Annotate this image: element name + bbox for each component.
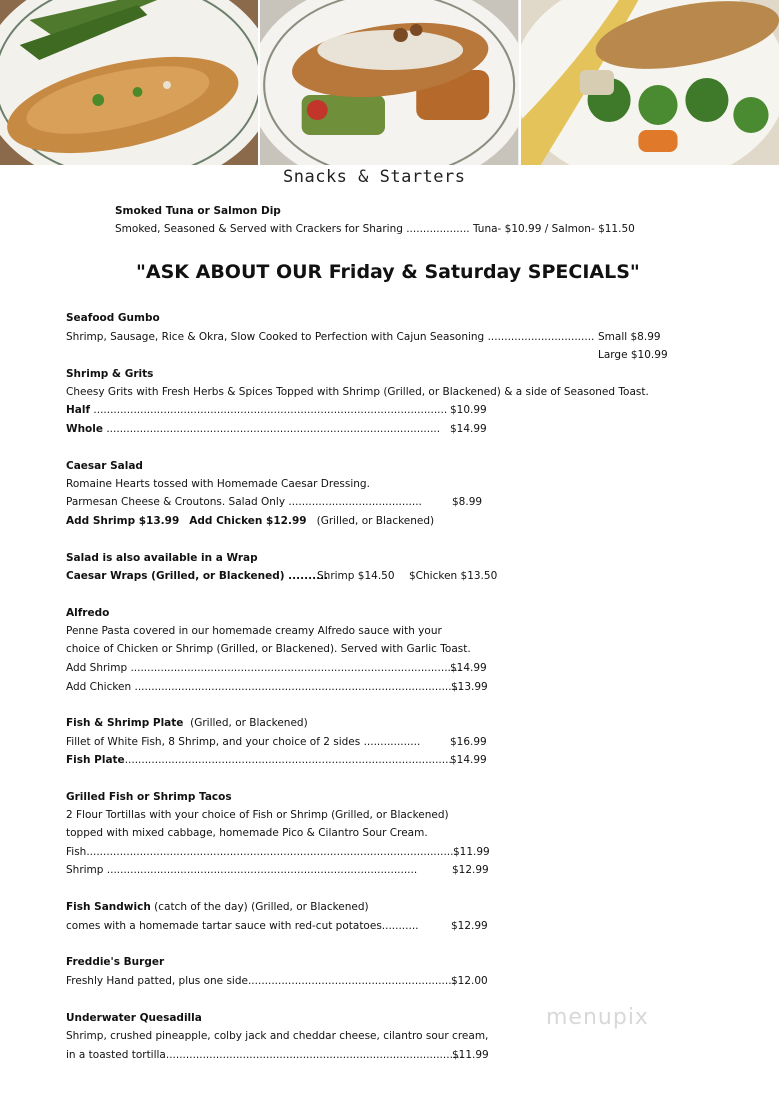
fishplate-line2 [66, 754, 452, 766]
quesadilla-price: $11.99 [452, 1049, 489, 1061]
tacos-line2: topped with mixed cabbage, homemade Pico & Cilantro Sour Cream. [66, 827, 428, 839]
grits-whole-label: Whole [66, 423, 103, 435]
food-photo-fish-green-beans [0, 0, 258, 165]
quesadilla-line1: Shrimp, crushed pineapple, colby jack and cheddar cheese, cilantro sour cream, [66, 1030, 489, 1042]
tacos-shrimp-price: $12.99 [452, 864, 489, 876]
fishplate-line2-dots: .................................................................................................. [124, 754, 452, 766]
gumbo-large-price: Large $10.99 [598, 349, 668, 361]
caesar-addons [66, 515, 434, 527]
sandwich-price: $12.99 [451, 920, 488, 932]
gumbo-name: Seafood Gumbo [66, 312, 160, 324]
caesar-line1: Romaine Hearts tossed with Homemade Caesar Dressing. [66, 478, 370, 490]
grits-half-price: $10.99 [450, 404, 487, 416]
alfredo-name: Alfredo [66, 607, 110, 619]
fishplate-price1: $16.99 [450, 736, 487, 748]
tacos-shrimp-line: Shrimp ............................................................................................. [66, 864, 418, 876]
dip-name: Smoked Tuna or Salmon Dip [115, 205, 281, 217]
photo-strip [0, 0, 779, 165]
grits-description: Cheesy Grits with Fresh Herbs & Spices Topped with Shrimp (Grilled, or Blackened) & a side of Seasoned Toast. [66, 386, 649, 398]
tacos-fish-price: $11.99 [453, 846, 490, 858]
caesar-style: (Grilled, or Blackened) [316, 515, 435, 527]
watermark-logo: menupix [546, 1005, 649, 1030]
caesar-price: $8.99 [452, 496, 483, 508]
grits-half-dots: .......................................................................................................... [93, 404, 448, 416]
tacos-fish-line: Fish............................................................................................................... [66, 846, 457, 858]
wrap-chicken-price: $Chicken $13.50 [409, 570, 498, 582]
caesar-line2: Parmesan Cheese & Croutons. Salad Only ........................................ [66, 496, 422, 508]
grits-name: Shrimp & Grits [66, 368, 154, 380]
burger-name: Freddie's Burger [66, 956, 165, 968]
burger-price: $12.00 [451, 975, 488, 987]
grits-half-line [66, 404, 447, 416]
sandwich-rest: (catch of the day) (Grilled, or Blackened) [150, 901, 369, 913]
quesadilla-name: Underwater Quesadilla [66, 1012, 202, 1024]
grits-whole-price: $14.99 [450, 423, 487, 435]
wrap-shrimp-price: Shrimp $14.50 [317, 570, 395, 582]
gumbo-description: Shrimp, Sausage, Rice & Okra, Slow Cooked to Perfection with Cajun Seasoning ................................ [66, 331, 595, 343]
sandwich-name: Fish Sandwich [66, 901, 151, 913]
alfredo-shrimp-price: $14.99 [450, 662, 487, 674]
sandwich-header [66, 901, 369, 913]
caesar-add-shrimp: Add Shrimp $13.99 [66, 515, 180, 527]
alfredo-line1: Penne Pasta covered in our homemade creamy Alfredo sauce with your [66, 625, 442, 637]
quesadilla-line2: in a toasted tortilla......................................................................................... [66, 1049, 463, 1061]
section-title: Snacks & Starters [283, 167, 466, 187]
tacos-name: Grilled Fish or Shrimp Tacos [66, 791, 232, 803]
alfredo-chicken-price: $13.99 [451, 681, 488, 693]
wrap-name: Salad is also available in a Wrap [66, 552, 258, 564]
grits-whole-dots: .................................................................................................... [106, 423, 441, 435]
fishplate-price2: $14.99 [450, 754, 487, 766]
sandwich-line: comes with a homemade tartar sauce with red-cut potatoes........... [66, 920, 419, 932]
fishplate-header [66, 717, 308, 729]
fishplate-name: Fish & Shrimp Plate [66, 717, 184, 729]
wrap-line: Caesar Wraps (Grilled, or Blackened) .......... [66, 570, 329, 582]
fishplate-line1: Fillet of White Fish, 8 Shrimp, and your choice of 2 sides ................. [66, 736, 421, 748]
tacos-line1: 2 Flour Tortillas with your choice of Fish or Shrimp (Grilled, or Blackened) [66, 809, 449, 821]
alfredo-shrimp-line: Add Shrimp ................................................................................................... [66, 662, 461, 674]
alfredo-chicken-line: Add Chicken .................................................................................................. [66, 681, 462, 693]
grits-whole-line [66, 423, 440, 435]
specials-banner: "ASK ABOUT OUR Friday & Saturday SPECIALS" [136, 261, 640, 283]
caesar-name: Caesar Salad [66, 460, 143, 472]
food-photo-fish-broccoli [521, 0, 779, 165]
food-photo-fish-potatoes [260, 0, 518, 165]
fishplate-style: (Grilled, or Blackened) [190, 717, 308, 729]
alfredo-line2: choice of Chicken or Shrimp (Grilled, or Blackened). Served with Garlic Toast. [66, 643, 471, 655]
burger-line: Freshly Hand patted, plus one side.............................................................. [66, 975, 455, 987]
fishplate-line2-label: Fish Plate [66, 754, 125, 766]
gumbo-small-price: Small $8.99 [598, 331, 661, 343]
caesar-add-chicken: Add Chicken $12.99 [189, 515, 307, 527]
dip-description: Smoked, Seasoned & Served with Crackers for Sharing ................... Tuna- $10.99 / Salmon- $11.50 [115, 223, 635, 235]
grits-half-label: Half [66, 404, 91, 416]
